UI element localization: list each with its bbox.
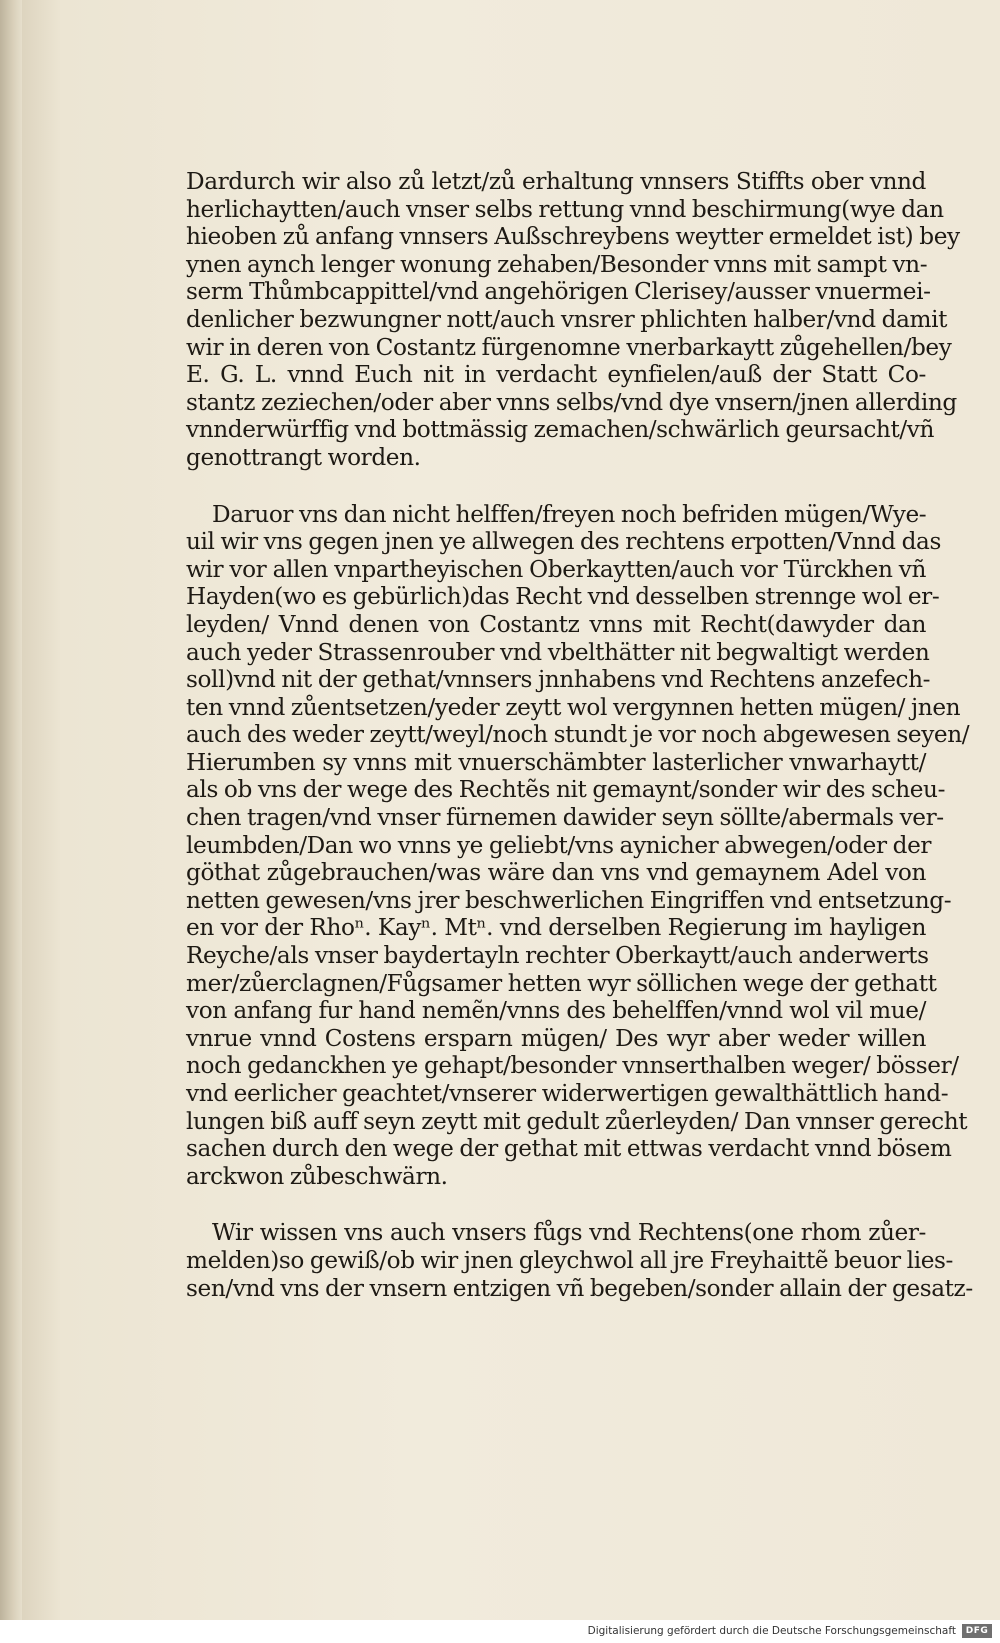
footer-credit: Digitalisierung gefördert durch die Deutsche Forschungsgemeinschaft (587, 1625, 956, 1637)
text-line: Wir wissen vns auch vnsers fůgs vnd Rechtens(one rhom zůer- (212, 1219, 926, 1247)
text-line: mer/zůerclagnen/Fůgsamer hetten wyr söllichen wege der gethatt (186, 969, 937, 997)
text-line: lungen biß auff seyn zeytt mit gedult zůerleyden/ Dan vnnser gerecht (186, 1107, 968, 1135)
text-line: von anfang fur hand nemẽn/vnns des behelffen/vnnd wol vil mue/ (186, 997, 926, 1025)
text-line: vnnderwürffig vnd bottmässig zemachen/schwärlich geursacht/vñ (186, 416, 935, 444)
text-line: göthat zůgebrauchen/was wäre dan vns vnd gemaynem Adel von (186, 859, 926, 887)
text-line: arckwon zůbeschwärn. (186, 1162, 448, 1190)
text-line: auch des weder zeytt/weyl/noch stundt je vor noch abgewesen seyen/ (186, 721, 970, 749)
text-line: ten vnnd zůentsetzen/yeder zeytt wol vergynnen hetten mügen/ jnen (186, 693, 961, 721)
book-edge (0, 0, 22, 1643)
paragraph (186, 500, 970, 1191)
paragraph (186, 168, 960, 472)
text-line: Reyche/als vnser baydertayln rechter Oberkaytt/auch anderwerts (186, 942, 929, 970)
text-line: en vor der Rhoⁿ. Kayⁿ. Mtⁿ. vnd derselben Regierung im hayligen (186, 914, 926, 942)
text-line: uil wir vns gegen jnen ye allwegen des rechtens erpotten/Vnnd das (186, 528, 941, 556)
text-line: auch yeder Strassenrouber vnd vbelthätter nit begwaltigt werden (186, 638, 930, 666)
text-line: Dardurch wir also zů letzt/zů erhaltung vnnsers Stiffts ober vnnd (186, 168, 926, 195)
text-line: wir vor allen vnpartheyischen Oberkaytten/auch vor Türckhen vñ (186, 555, 926, 583)
text-line: sachen durch den wege der gethat mit ettwas verdacht vnnd bösem (186, 1135, 952, 1163)
text-line: vnd eerlicher geachtet/vnserer widerwertigen gewalthättlich hand- (186, 1080, 949, 1107)
text-line: vnrue vnnd Costens ersparn mügen/ Des wyr aber weder willen (186, 1024, 926, 1052)
body-text (186, 168, 973, 1302)
text-line: leumbden/Dan wo vnns ye geliebt/vns aynicher abwegen/oder der (186, 831, 932, 859)
text-line: hieoben zů anfang vnnsers Außschreybens weytter ermeldet ist) bey (186, 223, 960, 251)
text-line: genottrangt worden. (186, 443, 421, 471)
text-line: E. G. L. vnnd Euch nit in verdacht eynfielen/auß der Statt Co- (186, 361, 926, 389)
text-line: ynen aynch lenger wonung zehaben/Besonder vnns mit sampt vn- (186, 250, 928, 278)
text-line: melden)so gewiß/ob wir jnen gleychwol all jre Freyhaittẽ beuor lies- (186, 1246, 953, 1274)
text-line: leyden/ Vnnd denen von Costantz vnns mit Recht(dawyder dan (186, 610, 926, 638)
text-line: Daruor vns dan nicht helffen/freyen noch befriden mügen/Wye- (212, 500, 927, 528)
text-line: Hayden(wo es gebürlich)das Recht vnd desselben strennge wol er- (186, 583, 940, 611)
text-line: Hierumben sy vnns mit vnuerschämbter lasterlicher vnwarhaytt/ (186, 748, 926, 776)
text-line: stantz zeziechen/oder aber vnns selbs/vnd dye vnsern/jnen allerding (186, 388, 957, 416)
text-line: denlicher bezwungner nott/auch vnsrer phlichten halber/vnd damit (186, 305, 948, 333)
text-line: wir in deren von Costantz fürgenomne vnerbarkaytt zůgehellen/bey (186, 333, 952, 361)
footer-bar (0, 1620, 1000, 1643)
text-line: noch gedanckhen ye gehapt/besonder vnnserthalben weger/ bösser/ (186, 1052, 959, 1080)
text-line: als ob vns der wege des Rechtẽs nit gemaynt/sonder wir des scheu- (186, 776, 946, 804)
paragraph (186, 1219, 973, 1302)
text-line: sen/vnd vns der vnsern entzigen vñ begeben/sonder allain der gesatz- (186, 1274, 973, 1302)
text-line: chen tragen/vnd vnser fürnemen dawider seyn söllte/abermals ver- (186, 804, 944, 832)
text-line: serm Thůmbcappittel/vnd angehörigen Clerisey/ausser vnuermei- (186, 278, 931, 306)
dfg-logo: DFG (962, 1624, 992, 1638)
text-line: soll)vnd nit der gethat/vnnsers jnnhabens vnd Rechtens anzefech- (186, 666, 931, 694)
text-line: herlichaytten/auch vnser selbs rettung vnnd beschirmung(wye dan (186, 195, 944, 223)
text-line: netten gewesen/vns jrer beschwerlichen Eingriffen vnd entsetzung- (186, 886, 952, 914)
